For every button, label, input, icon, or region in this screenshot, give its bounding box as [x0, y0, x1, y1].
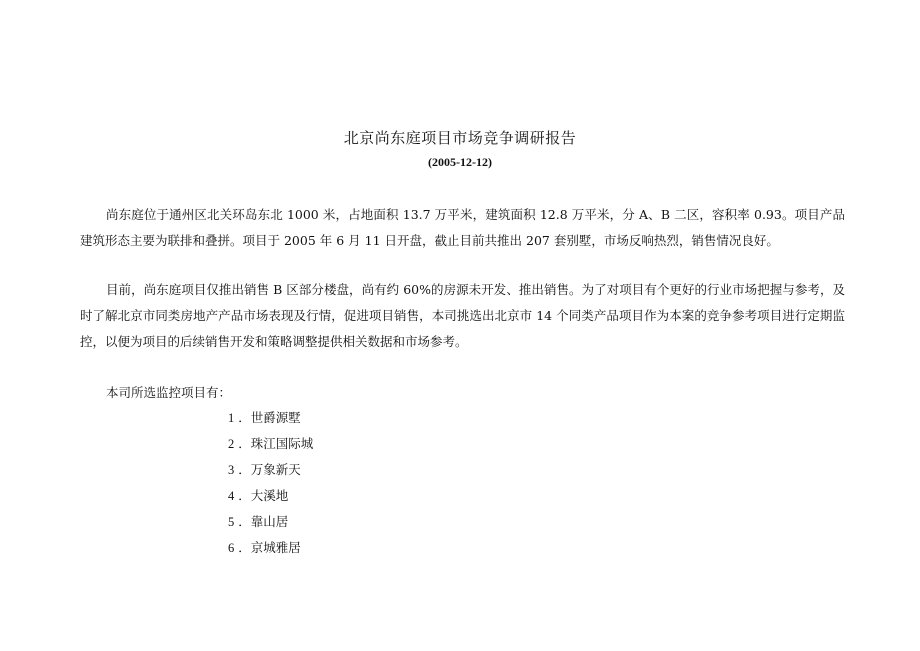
list-item — [228, 431, 313, 457]
document-title: 北京尚东庭项目市场竞争调研报告 — [343, 129, 577, 147]
list-item-name: ．大溪地 — [238, 488, 289, 503]
list-item-number: 2 — [228, 437, 235, 451]
paragraph-purpose: 目前，尚东庭项目仅推出销售 B 区部分楼盘，尚有约 60%的房源未开发、推出销售。为了对项目有个更好的行业市场把握与参考，及时了解北京市同类房地产产品市场表现及行情，促进项目销售，本司挑选出北京市 14 个同类产品项目作为本案的竞争参考项目进行定期监控，以便为项目的后续销售开发和策略调整提供相关数据和市场参考。 — [80, 282, 845, 349]
paragraph-overview: 尚东庭位于通州区北关环岛东北 1000 米，占地面积 13.7 万平米，建筑面积 12.8 万平米，分 A、B 二区，容积率 0.93。项目产品建筑形态主要为联排和叠拼。项目于 2005 年 6 月 11 日开盘，截止目前共推出 207 套别墅，市场反响热烈，销售情况良好。 — [80, 207, 845, 248]
list-item-name: ．珠江国际城 — [238, 436, 314, 451]
list-item-number: 1 — [228, 411, 235, 425]
list-item-name: ．万象新天 — [238, 462, 301, 477]
list-item-number: 5 — [228, 515, 235, 529]
list-item-number: 4 — [228, 489, 235, 503]
list-item — [228, 509, 313, 535]
project-list — [228, 405, 313, 561]
list-item — [228, 535, 313, 561]
list-item-name: ．靠山居 — [238, 514, 289, 529]
list-item-number: 6 — [228, 541, 235, 555]
list-item-number: 3 — [228, 463, 235, 477]
list-item-name: ．京城雅居 — [238, 540, 301, 555]
list-item — [228, 483, 313, 509]
document-date: (2005-12-12) — [428, 155, 492, 169]
list-item — [228, 457, 313, 483]
list-item-name: ．世爵源墅 — [238, 410, 301, 425]
list-item — [228, 405, 313, 431]
list-intro: 本司所选监控项目有： — [106, 385, 232, 400]
